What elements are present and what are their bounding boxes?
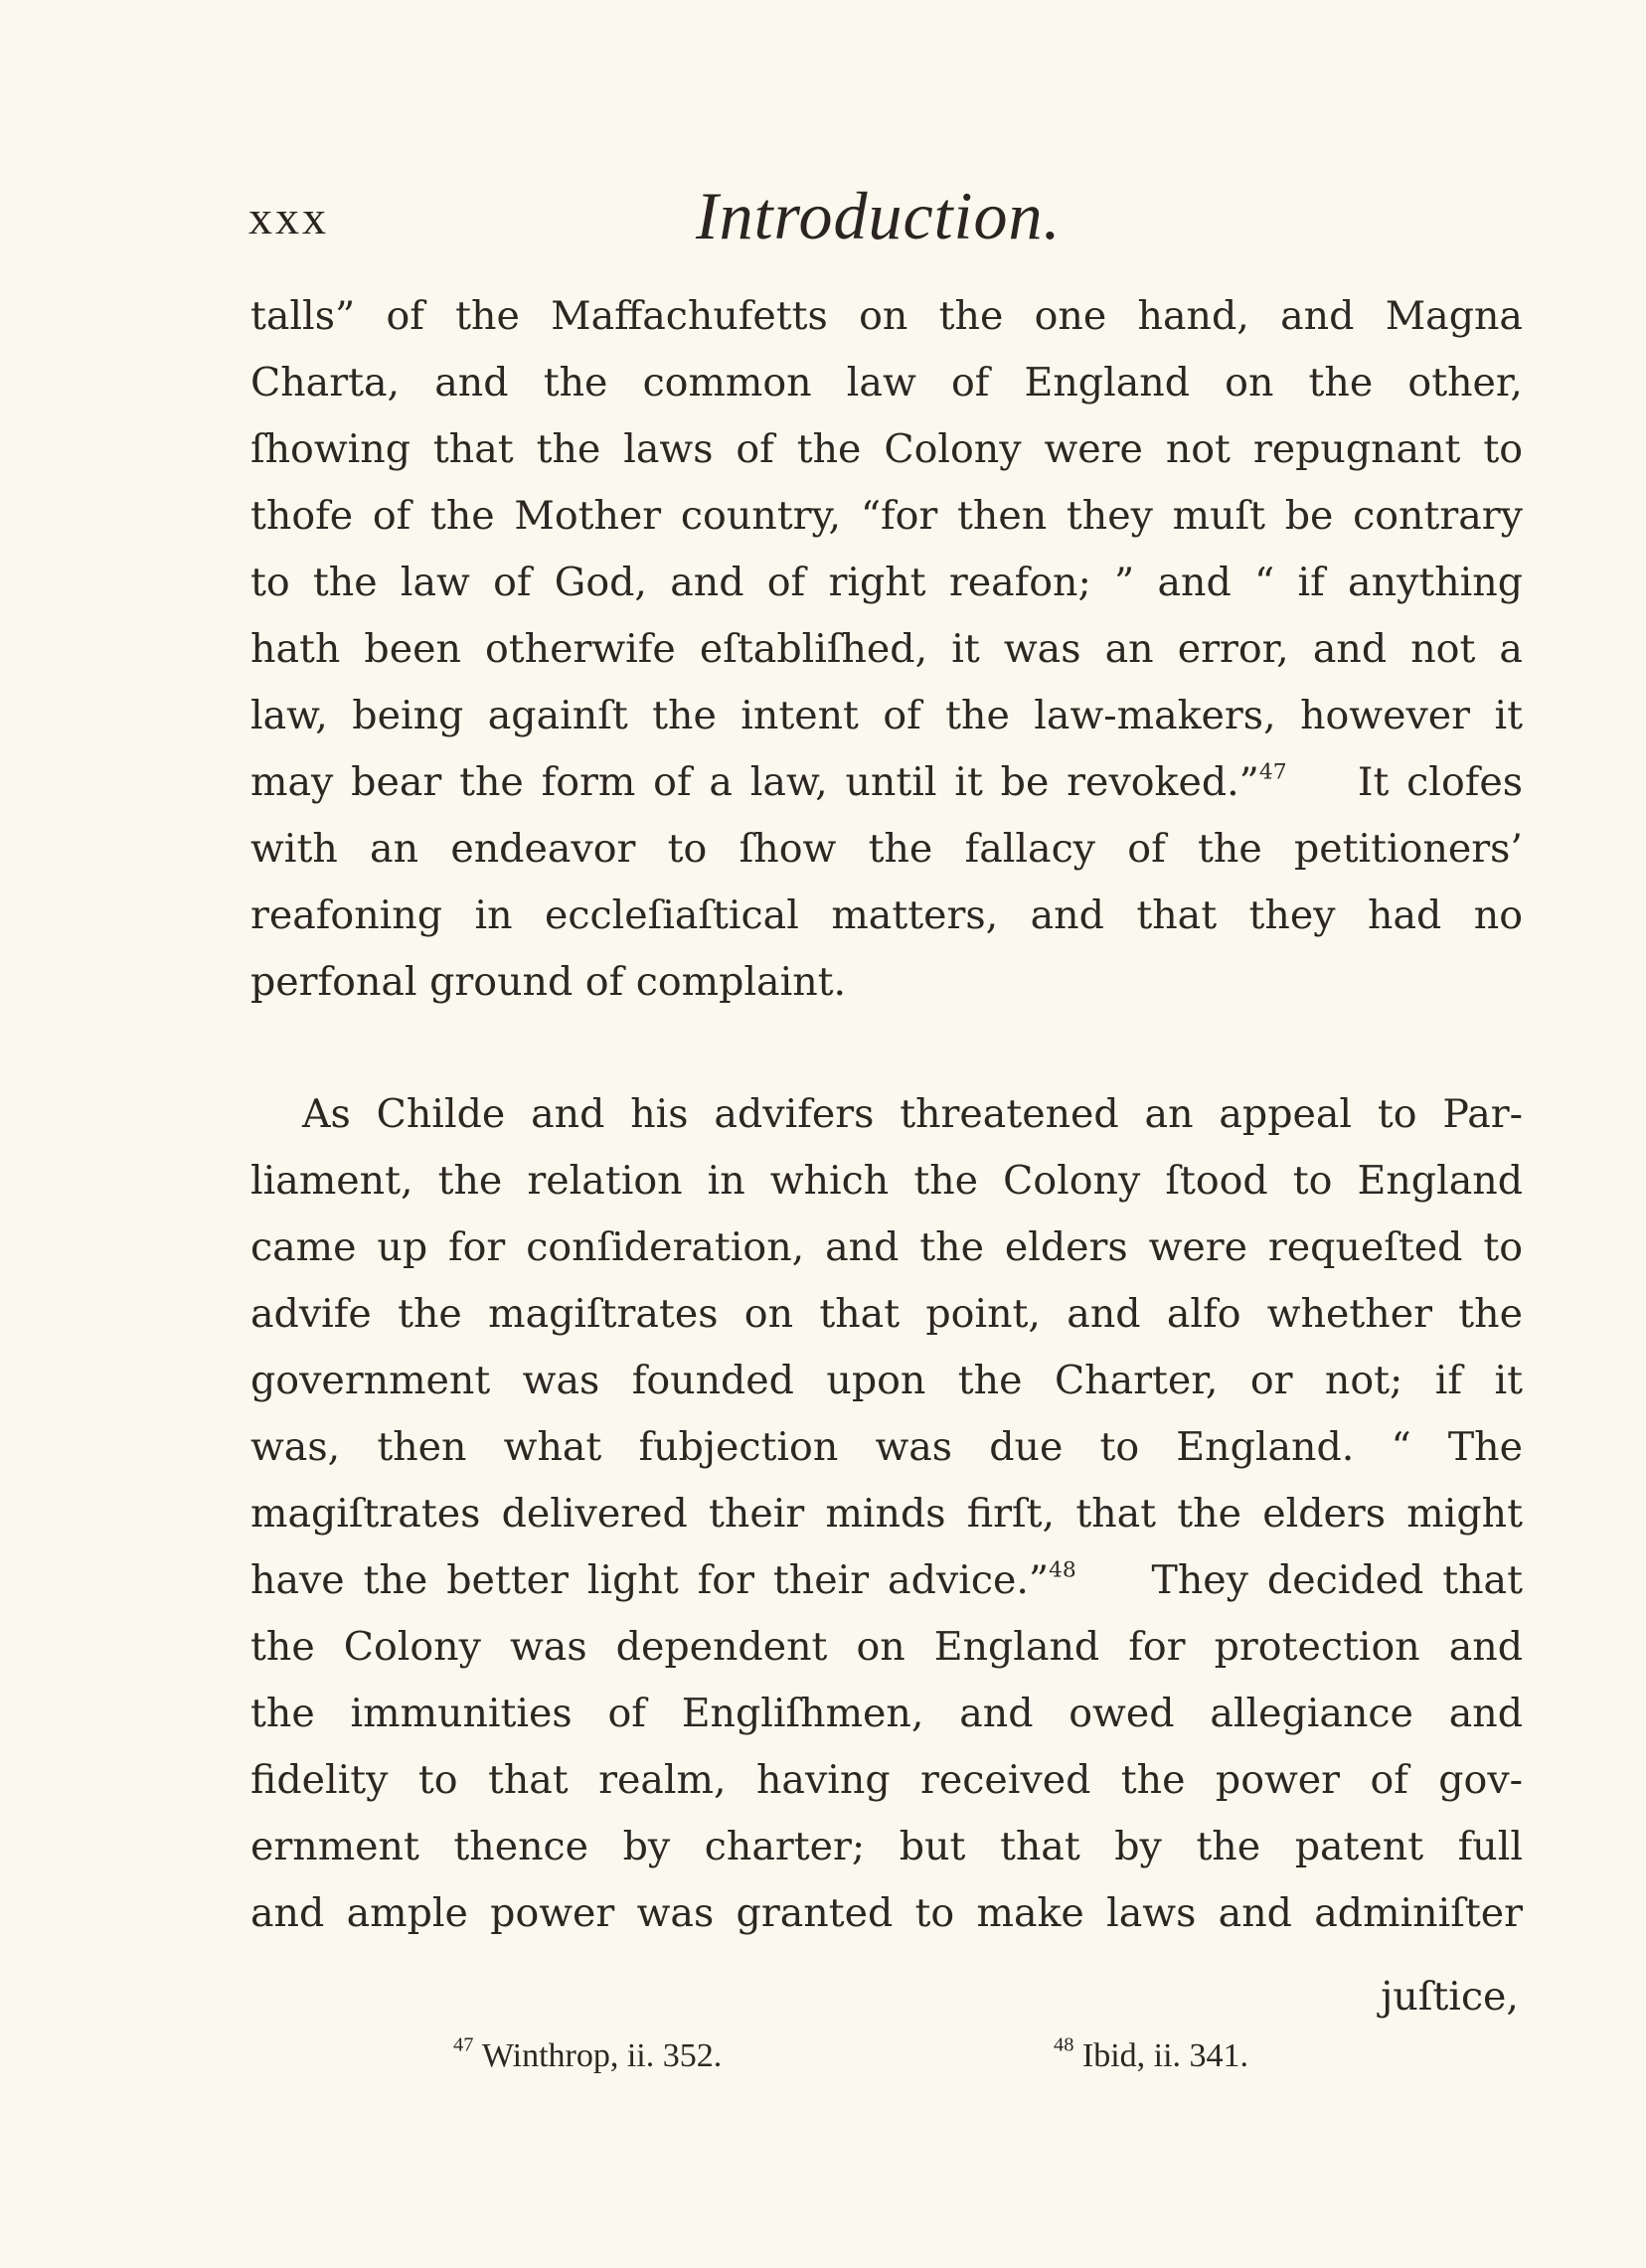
text-line: reafoning in eccleſiaſtical matters, and that they had no bbox=[250, 892, 1523, 938]
text-line: hath been otherwife eſtabliſhed, it was an error, and not a bbox=[250, 626, 1523, 672]
paragraph-1 bbox=[250, 283, 1523, 1016]
text-line: advife the magiſtrates on that point, and alfo whether the bbox=[250, 1291, 1523, 1337]
paragraph-gap bbox=[250, 1016, 1523, 1081]
text-line: thofe of the Mother country, “for then they muſt be contrary bbox=[250, 493, 1523, 539]
running-head bbox=[248, 177, 1441, 256]
catchword: juſtice, bbox=[1381, 1974, 1519, 2020]
text-segment: They decided that bbox=[1151, 1557, 1523, 1603]
text-line: the Colony was dependent on England for protection and bbox=[250, 1624, 1523, 1670]
footnote-47 bbox=[453, 2033, 723, 2075]
body-text bbox=[250, 283, 1523, 1947]
text-line: Charta, and the common law of England on the other, bbox=[250, 360, 1523, 405]
text-line: government was founded upon the Charter, or not; if it bbox=[250, 1358, 1523, 1403]
text-line: fidelity to that realm, having received the power of gov- bbox=[250, 1757, 1523, 1803]
page-title: Introduction. bbox=[696, 178, 1062, 253]
text-line-with-note bbox=[250, 749, 1523, 816]
text-line: law, being againſt the intent of the law-makers, however it bbox=[250, 693, 1523, 738]
text-line: to the law of God, and of right reafon; ” and “ if anything bbox=[250, 560, 1523, 605]
text-line-with-note bbox=[250, 1547, 1523, 1614]
footnote-text: Ibid, ii. 341. bbox=[1081, 2037, 1249, 2074]
footnote-ref-47: 47 bbox=[1258, 759, 1287, 785]
text-line: liament, the relation in which the Colony ſtood to England bbox=[250, 1158, 1523, 1204]
footnote-ref-48: 48 bbox=[1049, 1557, 1076, 1583]
text-line: was, then what fubjection was due to England. “ The bbox=[250, 1424, 1523, 1470]
text-line: with an endeavor to ſhow the fallacy of the petitioners’ bbox=[250, 826, 1523, 872]
footnote-number: 48 bbox=[1054, 2033, 1074, 2056]
footnotes bbox=[0, 2033, 1646, 2087]
text-line: the immunities of Engliſhmen, and owed allegiance and bbox=[250, 1691, 1523, 1736]
text-line: magiſtrates delivered their minds firſt, that the elders might bbox=[250, 1491, 1523, 1537]
text-line: came up for conſideration, and the elders were requeſted to bbox=[250, 1224, 1523, 1270]
text-segment: may bear the form of a law, until it be revoked.” bbox=[250, 759, 1259, 805]
footnote-48 bbox=[1054, 2033, 1249, 2075]
text-line: and ample power was granted to make laws and adminiſter bbox=[250, 1890, 1523, 1936]
footnote-number: 47 bbox=[453, 2033, 474, 2056]
text-line: perfonal ground of complaint. bbox=[250, 959, 847, 1005]
page-number: xxx bbox=[248, 192, 329, 244]
text-line: ernment thence by charter; but that by the patent full bbox=[250, 1824, 1523, 1869]
footnote-text: Winthrop, ii. 352. bbox=[481, 2037, 723, 2074]
text-line: talls” of the Maffachufetts on the one hand, and Magna bbox=[250, 293, 1523, 339]
text-segment: have the better light for their advice.” bbox=[250, 1557, 1050, 1603]
text-line: As Childe and his advifers threatened an appeal to Par- bbox=[302, 1091, 1523, 1137]
paragraph-2 bbox=[250, 1081, 1523, 1947]
text-line: ſhowing that the laws of the Colony were not repugnant to bbox=[250, 426, 1523, 472]
text-segment: It clofes bbox=[1357, 759, 1523, 805]
